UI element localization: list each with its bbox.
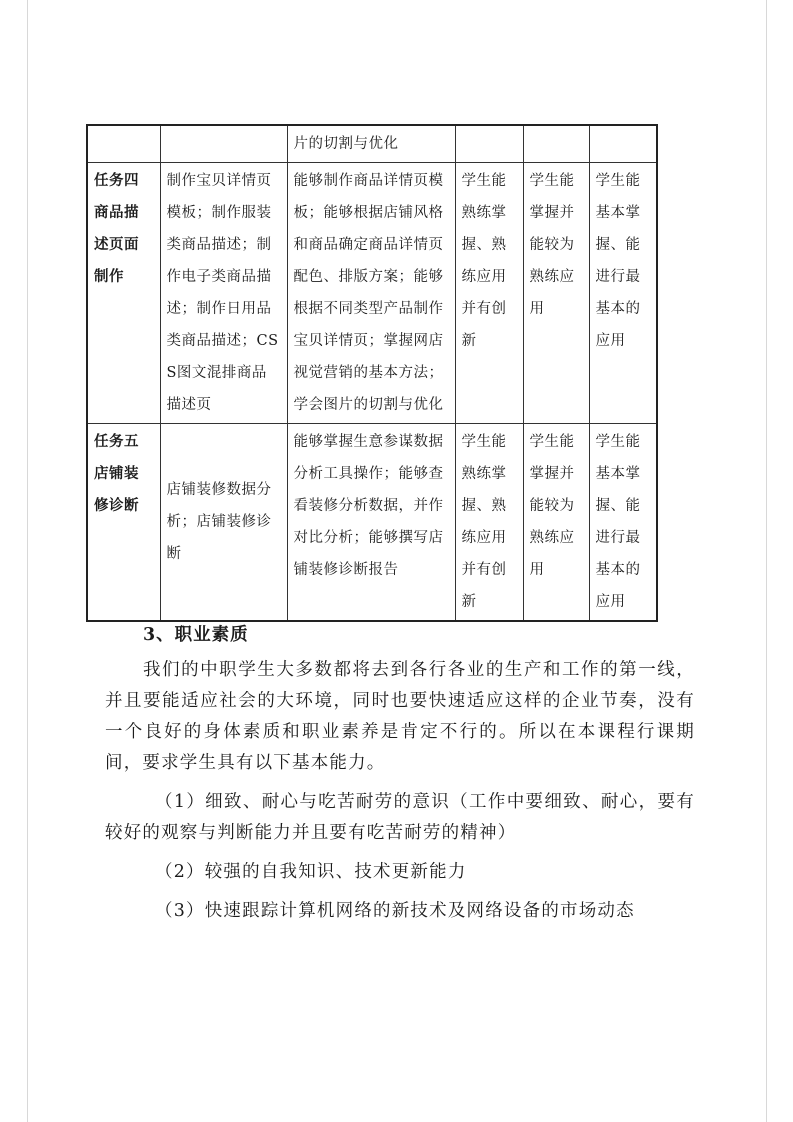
section-body — [105, 655, 695, 927]
task-cell: 任务四商品描述页面制作 — [87, 163, 160, 424]
level-a-cell — [455, 125, 523, 163]
task-cell — [87, 125, 160, 163]
course-task-table — [86, 124, 658, 622]
table-row — [87, 424, 657, 622]
requirement-cell: 能够制作商品详情页模板；能够根据店铺风格和商品确定商品详情页配色、排版方案；能够根据不同类型产品制作宝贝详情页；掌握网店视觉营销的基本方法；学会图片的切割与优化 — [287, 163, 455, 424]
list-item: （3）快速跟踪计算机网络的新技术及网络设备的市场动态 — [155, 901, 635, 921]
section-paragraph: 我们的中职学生大多数都将去到各行各业的生产和工作的第一线，并且要能适应社会的大环境，同时也要快速适应这样的企业节奏，没有一个良好的身体素质和职业素养是肯定不行的。所以在本课程行课期间，要求学生具有以下基本能力。 — [105, 660, 695, 773]
level-a-cell: 学生能熟练掌握、熟练应用并有创新 — [455, 424, 523, 622]
content-cell: 店铺装修数据分析；店铺装修诊断 — [160, 424, 287, 622]
requirement-cell: 能够掌握生意参谋数据分析工具操作；能够查看装修分析数据，并作对比分析；能够撰写店铺装修诊断报告 — [287, 424, 455, 622]
level-c-cell: 学生能基本掌握、能进行最基本的应用 — [589, 424, 657, 622]
task-cell: 任务五店铺装修诊断 — [87, 424, 160, 622]
content-cell: 制作宝贝详情页模板；制作服装类商品描述；制作电子类商品描述；制作日用品类商品描述；CSS图文混排商品描述页 — [160, 163, 287, 424]
level-b-cell — [523, 125, 589, 163]
table-row — [87, 125, 657, 163]
scan-edge-right — [766, 0, 767, 1122]
level-c-cell: 学生能基本掌握、能进行最基本的应用 — [589, 163, 657, 424]
level-b-cell: 学生能掌握并能较为熟练应用 — [523, 424, 589, 622]
section-heading: 3、职业素质 — [143, 625, 249, 645]
level-b-cell: 学生能掌握并能较为熟练应用 — [523, 163, 589, 424]
requirement-cell: 片的切割与优化 — [287, 125, 455, 163]
content-cell — [160, 125, 287, 163]
table-row — [87, 163, 657, 424]
level-a-cell: 学生能熟练掌握、熟练应用并有创新 — [455, 163, 523, 424]
level-c-cell — [589, 125, 657, 163]
list-item: （2）较强的自我知识、技术更新能力 — [155, 862, 467, 882]
scan-edge-left — [27, 0, 28, 1122]
list-item: （1）细致、耐心与吃苦耐劳的意识（工作中要细致、耐心，要有较好的观察与判断能力并且要有吃苦耐劳的精神） — [105, 792, 695, 843]
